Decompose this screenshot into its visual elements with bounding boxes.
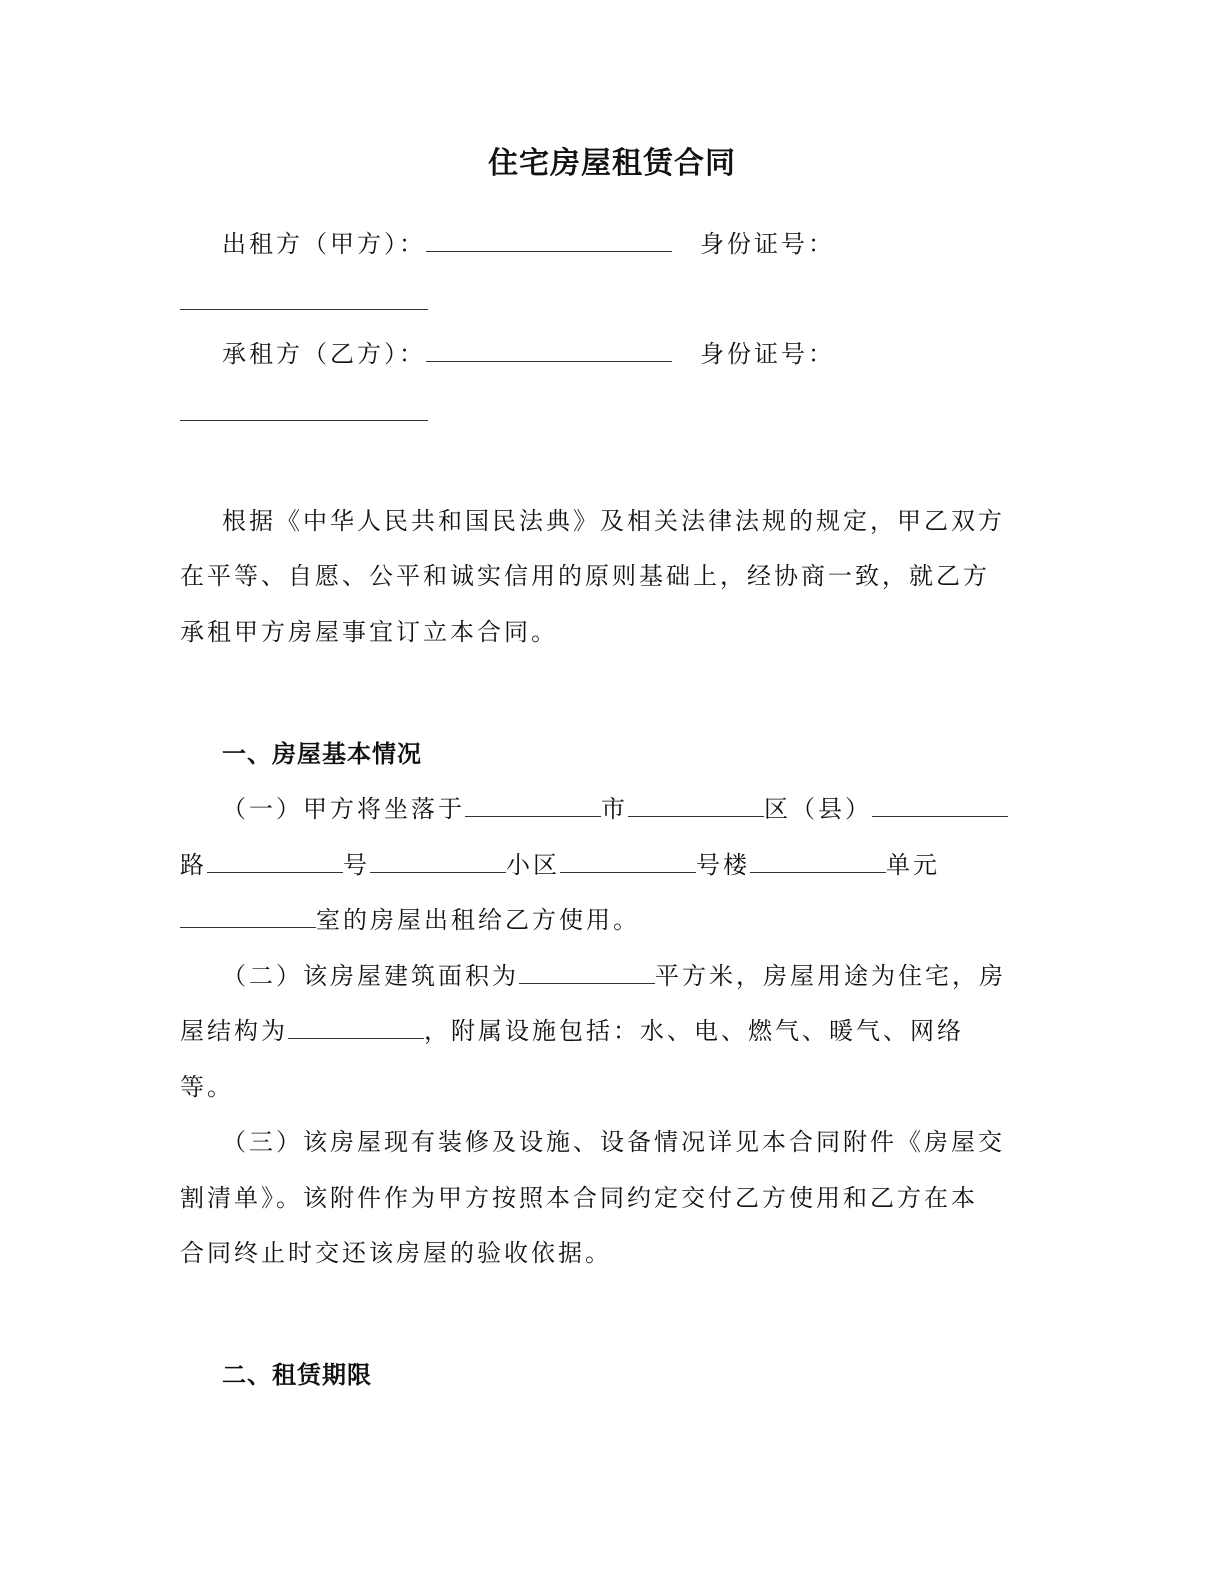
road-label: 路 <box>180 851 207 879</box>
section-1-p2-line-3: 等。 <box>180 1073 234 1101</box>
building-blank[interactable] <box>560 850 696 873</box>
preamble-line-2: 在平等、自愿、公平和诚实信用的原则基础上，经协商一致，就乙方 <box>180 562 990 590</box>
section-1-p3-line-3: 合同终止时交还该房屋的验收依据。 <box>180 1239 612 1267</box>
party-a-label: 出租方（甲方）： <box>222 230 426 258</box>
room-blank[interactable] <box>180 905 316 928</box>
party-a-id-label: 身份证号： <box>700 230 835 258</box>
number-label: 号 <box>343 851 370 879</box>
unit-label: 单元 <box>886 851 940 879</box>
section-1-p2-line-1 <box>180 960 1072 992</box>
party-b-id-blank[interactable] <box>180 420 428 421</box>
section-1-p3-line-2: 割清单》。该附件作为甲方按照本合同约定交付乙方使用和乙方在本 <box>180 1184 978 1212</box>
p2-line2-tail: ，附属设施包括：水、电、燃气、暖气、网络 <box>424 1017 964 1045</box>
unit-blank[interactable] <box>750 850 886 873</box>
road-blank[interactable] <box>872 794 1008 817</box>
preamble-line-3: 承租甲方房屋事宜订立本合同。 <box>180 618 558 646</box>
section-1-p1-line-2 <box>180 849 1030 881</box>
section-1-heading: 一、房屋基本情况 <box>222 740 422 768</box>
building-label: 号楼 <box>696 851 750 879</box>
district-label: 区（县） <box>764 795 872 823</box>
section-1-p1-line-3 <box>180 904 1030 936</box>
party-b-label: 承租方（乙方）： <box>222 340 426 368</box>
city-label: 市 <box>601 795 628 823</box>
party-b-id-label: 身份证号： <box>700 340 835 368</box>
document-title: 住宅房屋租赁合同 <box>488 146 736 181</box>
p2-mid: 平方米，房屋用途为住宅，房 <box>655 962 1006 990</box>
preamble-line-1: 根据《中华人民共和国民法典》及相关法律法规的规定，甲乙双方 <box>222 507 1005 535</box>
number-blank[interactable] <box>207 850 343 873</box>
party-a-name-blank[interactable] <box>426 229 672 252</box>
area-blank[interactable] <box>519 961 655 984</box>
section-2-heading: 二、租赁期限 <box>222 1361 372 1389</box>
party-b-name-blank[interactable] <box>426 339 672 362</box>
section-1-p1-line-1 <box>180 793 1072 825</box>
party-b-line <box>180 338 1072 370</box>
section-1-p2-line-2 <box>180 1015 1030 1047</box>
p2-prefix: （二）该房屋建筑面积为 <box>222 962 519 990</box>
community-blank[interactable] <box>370 850 506 873</box>
p1-tail: 室的房屋出租给乙方使用。 <box>316 906 640 934</box>
party-a-line <box>180 228 1072 260</box>
p2-line2-prefix: 屋结构为 <box>180 1017 288 1045</box>
district-blank[interactable] <box>628 794 764 817</box>
city-blank[interactable] <box>465 794 601 817</box>
party-a-id-blank[interactable] <box>180 309 428 310</box>
section-1-p3-line-1: （三）该房屋现有装修及设施、设备情况详见本合同附件《房屋交 <box>222 1128 1005 1156</box>
community-label: 小区 <box>506 851 560 879</box>
structure-blank[interactable] <box>288 1016 424 1039</box>
p1-prefix: （一）甲方将坐落于 <box>222 795 465 823</box>
